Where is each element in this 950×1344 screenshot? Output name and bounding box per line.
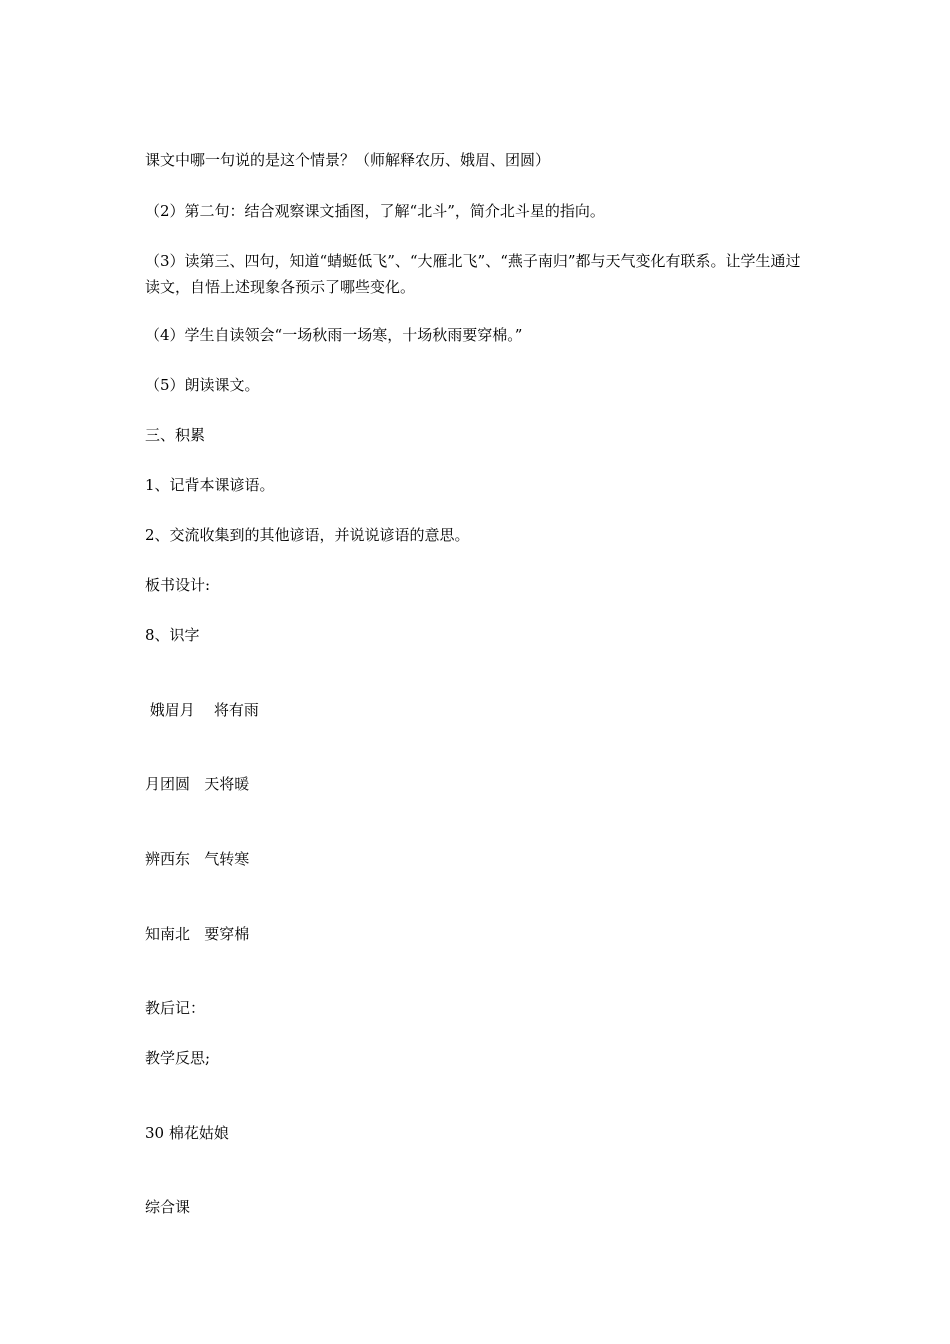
board-lesson-title: 8、识字 [145,626,200,644]
next-lesson-title: 30 棉花姑娘 [145,1124,229,1142]
post-lesson-notes-heading: 教后记： [145,999,206,1017]
paragraph-intro-question: 课文中哪一句说的是这个情景？（师解释农历、娥眉、团圆） [145,151,551,169]
accumulate-item-2: 2、交流收集到的其他谚语，并说说谚语的意思。 [145,526,470,544]
board-design-heading: 板书设计: [145,576,211,594]
paragraph-step-5: （5）朗读课文。 [145,376,260,394]
board-line-4: 知南北 要穿棉 [145,925,250,943]
paragraph-step-4: （4）学生自读领会“一场秋雨一场寒，十场秋雨要穿棉。” [145,326,523,344]
teaching-reflection-heading: 教学反思; [145,1049,211,1067]
board-line-1: 娥眉月 将有雨 [145,701,259,719]
section-heading-accumulate: 三、积累 [145,426,206,444]
accumulate-item-1: 1、记背本课谚语。 [145,476,275,494]
board-line-2: 月团圆 天将暖 [145,775,250,793]
board-line-3: 辨西东 气转寒 [145,850,250,868]
paragraph-step-2: （2）第二句：结合观察课文插图，了解“北斗”，简介北斗星的指向。 [145,202,605,220]
lesson-type-label: 综合课 [145,1198,191,1216]
paragraph-step-3: （3）读第三、四句，知道“蜻蜓低飞”、“大雁北飞”、“燕子南归”都与天气变化有联系。让学生通过读文，自悟上述现象各预示了哪些变化。 [145,252,801,296]
